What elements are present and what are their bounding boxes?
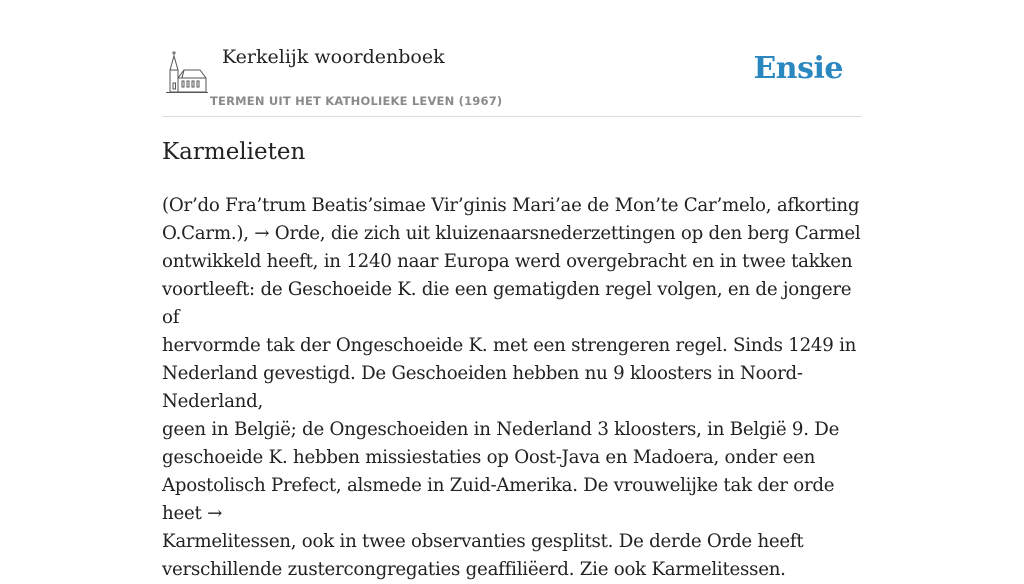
entry-body-line: hervormde tak der Ongeschoeide K. met een strengeren regel. Sinds 1249 in [162, 335, 857, 356]
entry-body-line: Nederland gevestigd. De Geschoeiden hebben nu 9 kloosters in Noord-Nederland, [162, 363, 803, 412]
brand-logo[interactable]: Ensie [753, 51, 843, 86]
entry-body-line: geen in België; de Ongeschoeiden in Nederland 3 kloosters, in België 9. De [162, 419, 840, 440]
entry-body-line: ontwikkeld heeft, in 1240 naar Europa werd overgebracht en in twee takken [162, 251, 853, 272]
dictionary-title[interactable]: Kerkelijk woordenboek [222, 46, 445, 68]
entry-body-line: (Or’do Fra’trum Beatis’simae Vir’ginis Mari’ae de Mon’te Car’melo, afkorting [162, 195, 860, 216]
entry-body-line: voortleeft: de Geschoeide K. die een gematigden regel volgen, en de jongere of [162, 279, 852, 328]
entry-title: Karmelieten [162, 139, 306, 165]
entry-body-line: verschillende zustercongregaties geaffiliëerd. Zie ook Karmelitessen. [162, 559, 786, 580]
dictionary-header [162, 40, 862, 117]
church-icon [166, 50, 208, 94]
entry-body-line: O.Carm.), → Orde, die zich uit kluizenaarsnederzettingen op den berg Carmel [162, 223, 861, 244]
dictionary-subtitle: TERMEN UIT HET KATHOLIEKE LEVEN (1967) [210, 94, 503, 108]
entry-body-line: Karmelitessen, ook in twee observanties gesplitst. De derde Orde heeft [162, 531, 804, 552]
entry-body-line: geschoeide K. hebben missiestaties op Oost-Java en Madoera, onder een [162, 447, 816, 468]
entry-body [162, 192, 867, 584]
entry-body-line: Apostolisch Prefect, alsmede in Zuid-Amerika. De vrouwelijke tak der orde heet → [162, 475, 835, 524]
